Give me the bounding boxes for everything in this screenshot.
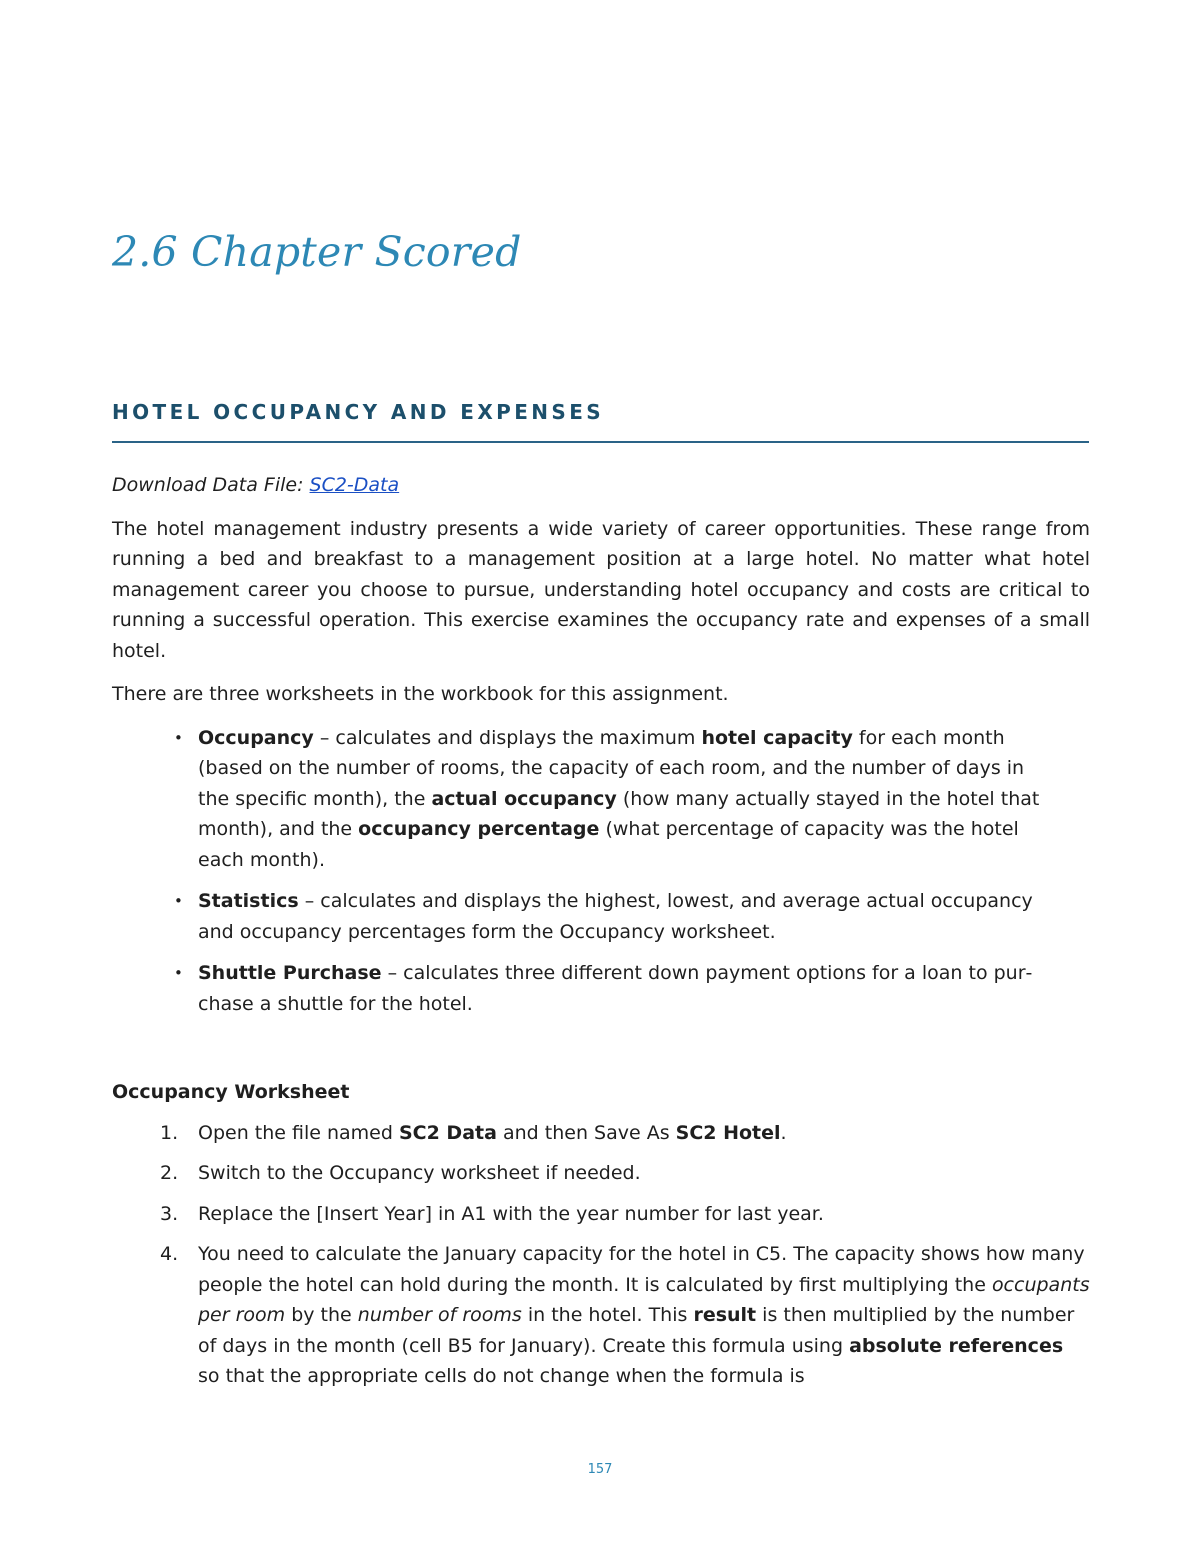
list-text: – calculates three different down payment options for a loan to purchase a shuttle for the hotel. <box>198 962 1033 1015</box>
step-text: is then multiplied by the number of days in the month (cell B5 for January). Create this formula using <box>198 1304 1075 1357</box>
page-number: 157 <box>587 1462 613 1477</box>
list-item-occupancy <box>174 723 1058 876</box>
step-1 <box>160 1118 1090 1149</box>
step-text: so that the appropriate cells do not change when the formula is <box>198 1365 805 1387</box>
worksheets-intro: There are three worksheets in the workbook for this assignment. <box>112 683 729 705</box>
step-text: by the <box>285 1304 358 1326</box>
step-text: and then Save As <box>496 1121 676 1144</box>
occupancy-worksheet-heading: Occupancy Worksheet <box>112 1081 350 1103</box>
bullet-icon: • <box>174 728 183 747</box>
step-number: 4. <box>160 1243 179 1265</box>
file-name-sc2-hotel: SC2 Hotel <box>675 1121 781 1144</box>
file-name-sc2-data: SC2 Data <box>398 1121 497 1144</box>
section-heading: HOTEL OCCUPANCY AND EXPENSES <box>112 400 605 424</box>
section-divider <box>112 441 1089 443</box>
term-occupants-per-room: occupants per room <box>198 1273 1090 1326</box>
step-text: Open the file named <box>198 1121 399 1144</box>
step-3 <box>160 1199 1090 1230</box>
bullet-icon: • <box>174 964 183 982</box>
download-data-link[interactable]: SC2-Data <box>309 474 400 496</box>
step-2 <box>160 1158 1090 1189</box>
list-text: – calculates and displays the highest, lowest, and average actual occupancy and occupancy percentages form the Occupancy worksheet. <box>198 890 1033 943</box>
worksheet-name-occupancy: Occupancy <box>198 726 314 749</box>
main-content <box>112 470 1090 1402</box>
download-data-line <box>112 470 1090 501</box>
steps-list <box>112 1118 1090 1392</box>
worksheet-name-statistics: Statistics <box>198 890 299 912</box>
step-4 <box>160 1239 1090 1392</box>
step-text: Switch to the Occupancy worksheet if needed. <box>198 1162 641 1184</box>
chapter-title: 2.6 Chapter Scored <box>112 228 522 276</box>
list-text: for each month (based on the number of rooms, the capacity of each room, and the number of days in the specific month), the <box>198 726 1025 810</box>
step-number: 1. <box>160 1121 179 1144</box>
list-text: – calculates and displays the maximum <box>313 726 702 749</box>
worksheet-name-shuttle-purchase: Shuttle Purchase <box>198 962 382 984</box>
term-number-of-rooms: number of rooms <box>357 1304 522 1326</box>
term-actual-occupancy: actual occupancy <box>431 787 617 810</box>
step-text: . <box>780 1121 787 1144</box>
term-hotel-capacity: hotel capacity <box>701 726 853 749</box>
step-text: Replace the [Insert Year] in A1 with the year number for last year. <box>198 1202 824 1225</box>
term-result: result <box>693 1304 757 1326</box>
step-text: in the hotel. This <box>521 1304 694 1326</box>
worksheet-list <box>112 723 1058 1020</box>
list-item-shuttle-purchase <box>174 958 1058 1019</box>
list-text: (what percentage of capacity was the hotel each month). <box>198 818 1019 871</box>
list-item-statistics <box>174 886 1058 947</box>
step-number: 3. <box>160 1202 179 1225</box>
list-text: (how many actually stayed in the hotel that month), and the <box>198 787 1040 840</box>
term-occupancy-percentage: occupancy percentage <box>358 818 600 840</box>
term-absolute-references: absolute references <box>849 1334 1064 1357</box>
step-text: You need to calculate the January capacity for the hotel in C5. The capacity shows how many people the hotel can hold during the month. It is calculated by first multiplying the <box>198 1243 1085 1296</box>
intro-paragraph: The hotel management industry presents a wide variety of career opportunities. These range from running a bed and breakfast to a management position at a large hotel. No matter what hotel management career you choose to pursue, understanding hotel occupancy and costs are critical to running a successful operation. This exercise examines the occupancy rate and expenses of a small hotel. <box>112 517 1090 662</box>
step-number: 2. <box>160 1162 179 1184</box>
bullet-icon: • <box>174 892 183 910</box>
download-label: Download Data File: <box>112 474 310 496</box>
